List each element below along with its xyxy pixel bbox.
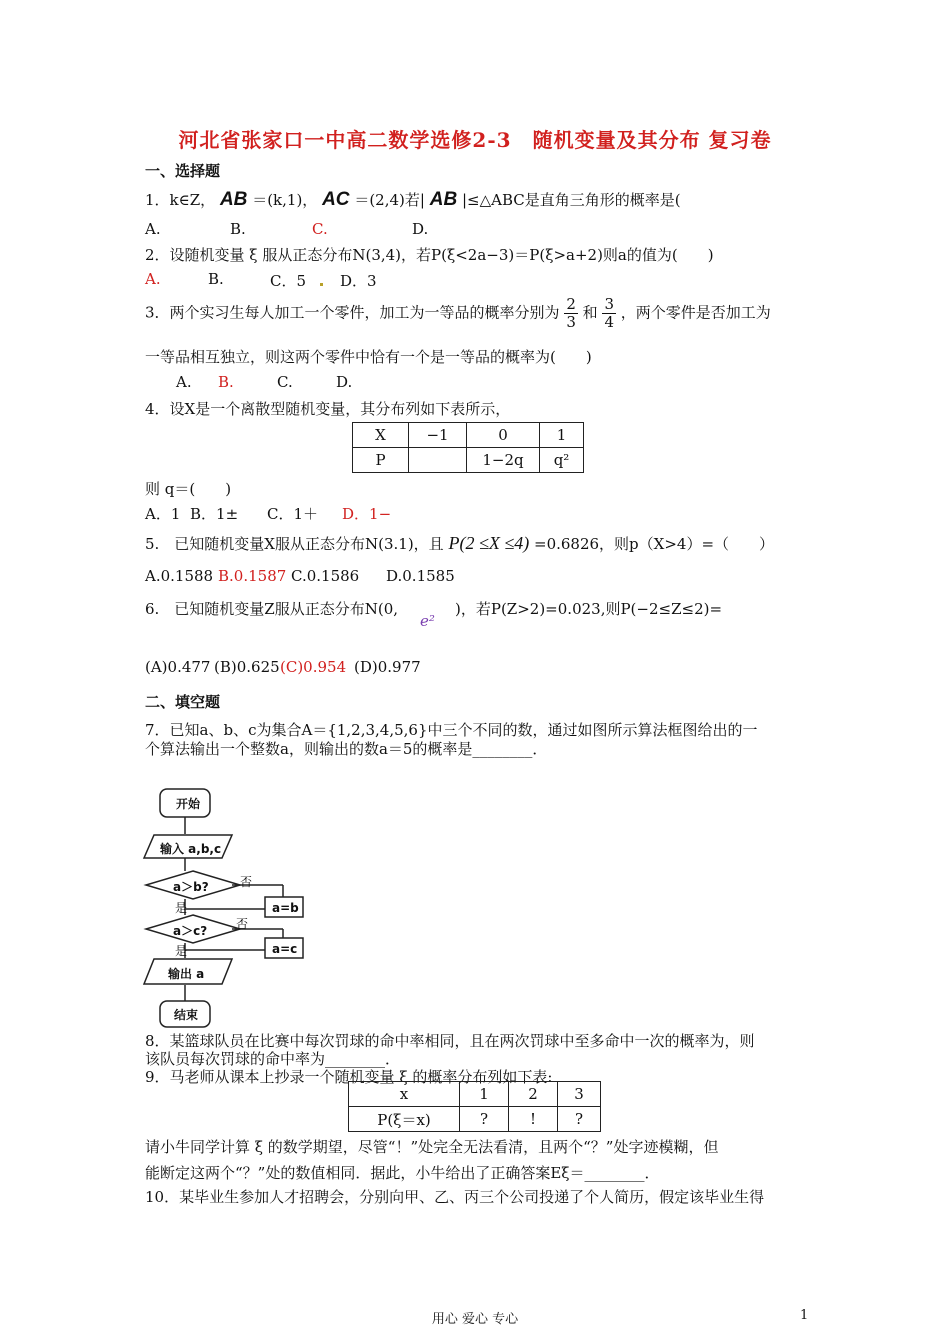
- probability-expression: P(2 ≤X ≤4): [448, 533, 530, 553]
- q5-option-a: A.0.1588: [145, 567, 214, 585]
- question-1: [145, 189, 681, 211]
- q3-post: ，两个零件是否加工为: [620, 303, 771, 322]
- frac1-den: 3: [566, 313, 576, 331]
- page-footer: 用心 爱心 专心: [431, 1312, 519, 1327]
- table-cell: 0: [467, 423, 540, 448]
- flow-no1-label: 否: [240, 875, 253, 889]
- table-cell: !: [509, 1107, 558, 1132]
- table-cell: 3: [558, 1082, 601, 1107]
- q6-option-c: (C)0.954: [280, 658, 347, 676]
- table-cell: P: [353, 448, 409, 473]
- flow-output-label: 输出 a: [168, 967, 205, 981]
- marker-dot: [320, 283, 323, 286]
- question-2: 2．设随机变量 ξ 服从正态分布N(3,4)，若P(ξ<2a−3)＝P(ξ>a+2)则a的值为( ): [145, 246, 714, 264]
- distribution-table-xi: [348, 1081, 601, 1132]
- q5-option-d: D.0.1585: [386, 567, 455, 585]
- q1-option-c: C.: [312, 220, 328, 238]
- flow-start-label: 开始: [176, 797, 201, 811]
- flow-end-label: 结束: [174, 1008, 199, 1022]
- q1-option-b: B.: [230, 220, 246, 238]
- q4-ask: 则 q＝( ): [145, 480, 232, 498]
- table-cell: −1: [409, 423, 467, 448]
- question-4: 4．设X是一个离散型随机变量，其分布列如下表所示，: [145, 400, 511, 418]
- q1-ab-val: ＝(k,1)，: [252, 191, 318, 209]
- question-7-line-2: 个算法输出一个整数a，则输出的数a＝5的概率是________．: [145, 740, 548, 758]
- flow-yes2-label: 是: [175, 944, 188, 958]
- frac1-num: 2: [566, 295, 576, 313]
- question-9: 9．马老师从课本上抄录一个随机变量 ξ 的概率分布列如下表:: [145, 1068, 553, 1086]
- table-cell: 1: [540, 423, 584, 448]
- q3-option-b: B.: [218, 373, 234, 391]
- q6-option-b: (B)0.625: [214, 658, 280, 676]
- fraction-two-thirds: [564, 296, 578, 331]
- table-cell: 2: [509, 1082, 558, 1107]
- q1-pre: 1．k∈Z，: [145, 191, 216, 209]
- table-cell: ?: [460, 1107, 509, 1132]
- flow-assign2-label: a=c: [272, 942, 298, 956]
- vector-ac: AC: [322, 189, 350, 210]
- q4-option-a: A．1: [145, 505, 181, 523]
- q2-option-c: C．5: [270, 272, 307, 290]
- table-row: [349, 1107, 601, 1132]
- question-6-post: )，若P(Z>2)=0.023,则P(−2≤Z≤2)=: [455, 600, 723, 618]
- question-9-line-3: 能断定这两个“？”处的数值相同．据此，小牛给出了正确答案Eξ＝________．: [145, 1164, 660, 1182]
- vector-ab: AB: [219, 189, 248, 210]
- q4-option-d: D．1−: [342, 505, 392, 523]
- q5-option-b: B.0.1587: [218, 567, 287, 585]
- q3-option-d: D.: [336, 373, 353, 391]
- frac2-den: 4: [604, 313, 614, 331]
- table-cell: q²: [540, 448, 584, 473]
- flow-assign1-label: a=b: [272, 901, 299, 915]
- table-cell: x: [349, 1082, 460, 1107]
- flow-input-label: 输入 a,b,c: [160, 842, 222, 856]
- section-fill-blank: 二、填空题: [145, 693, 221, 711]
- question-8-line-2: 该队员每次罚球的命中率为________．: [145, 1050, 401, 1068]
- flow-no2-label: 否: [236, 917, 249, 931]
- question-9-line-2: 请小牛同学计算 ξ 的数学期望，尽管“！”处完全无法看清，且两个“？”处字迹模糊，但: [145, 1138, 719, 1156]
- table-cell: P(ξ＝x): [349, 1107, 460, 1132]
- question-3: [145, 296, 771, 331]
- q2-option-a: A.: [145, 270, 161, 288]
- q2-option-b: B.: [208, 270, 224, 288]
- q1-option-a: A.: [145, 220, 161, 238]
- flow-yes1-label: 是: [175, 901, 188, 915]
- q5-pre: 5. 已知随机变量X服从正态分布N(3.1)，且: [145, 535, 444, 553]
- table-cell: ?: [558, 1107, 601, 1132]
- q1-option-d: D.: [412, 220, 429, 238]
- page-number: 1: [800, 1308, 809, 1323]
- q5-option-c: C.0.1586: [291, 567, 360, 585]
- q3-pre: 3．两个实习生每人加工一个零件，加工为一等品的概率分别为: [145, 303, 560, 322]
- table-row: [353, 423, 584, 448]
- table-row: [353, 448, 584, 473]
- distribution-table-x: [352, 422, 584, 473]
- flow-cond1-label: a＞b?: [173, 880, 209, 894]
- q2-option-d: D．3: [340, 272, 377, 290]
- q6-option-a: (A)0.477: [145, 658, 211, 676]
- section-choice: 一、选择题: [145, 162, 221, 180]
- question-7-line-1: 7．已知a、b、c为集合A＝{1,2,3,4,5,6}中三个不同的数，通过如图所示算法框图给出的一: [145, 721, 758, 739]
- q1-ac-val: ＝(2,4)若|: [354, 191, 425, 209]
- q4-option-b: B．1±: [190, 505, 239, 523]
- question-5: [145, 533, 774, 554]
- table-cell: X: [353, 423, 409, 448]
- q5-post: =0.6826，则p（X>4）=（ ）: [534, 535, 775, 553]
- q4-option-c: C．1＋: [267, 505, 319, 523]
- variance-symbol: e²: [420, 612, 435, 630]
- q6-option-d: (D)0.977: [354, 658, 421, 676]
- fraction-three-quarters: [602, 296, 616, 331]
- q3-and: 和: [582, 303, 598, 322]
- vector-ab-2: AB: [429, 189, 458, 210]
- question-8-line-1: 8．某篮球队员在比赛中每次罚球的命中率相同，且在两次罚球中至多命中一次的概率为，则: [145, 1032, 755, 1050]
- frac2-num: 3: [604, 295, 614, 313]
- q3-option-a: A.: [176, 373, 192, 391]
- table-cell: [409, 448, 467, 473]
- q3-option-c: C.: [277, 373, 293, 391]
- table-cell: 1−2q: [467, 448, 540, 473]
- q1-post: |≤△ABC是直角三角形的概率是(: [461, 191, 681, 209]
- table-cell: 1: [460, 1082, 509, 1107]
- document-title: 河北省张家口一中高二数学选修2-3 随机变量及其分布 复习卷: [178, 128, 772, 152]
- question-10: 10．某毕业生参加人才招聘会，分别向甲、乙、丙三个公司投递了个人简历，假定该毕业生得: [145, 1188, 765, 1206]
- table-row: [349, 1082, 601, 1107]
- flow-cond2-label: a＞c?: [173, 924, 208, 938]
- question-6-pre: 6. 已知随机变量Z服从正态分布N(0,: [145, 600, 399, 618]
- q3-line-2: 一等品相互独立，则这两个零件中恰有一个是一等品的概率为( ): [145, 348, 592, 366]
